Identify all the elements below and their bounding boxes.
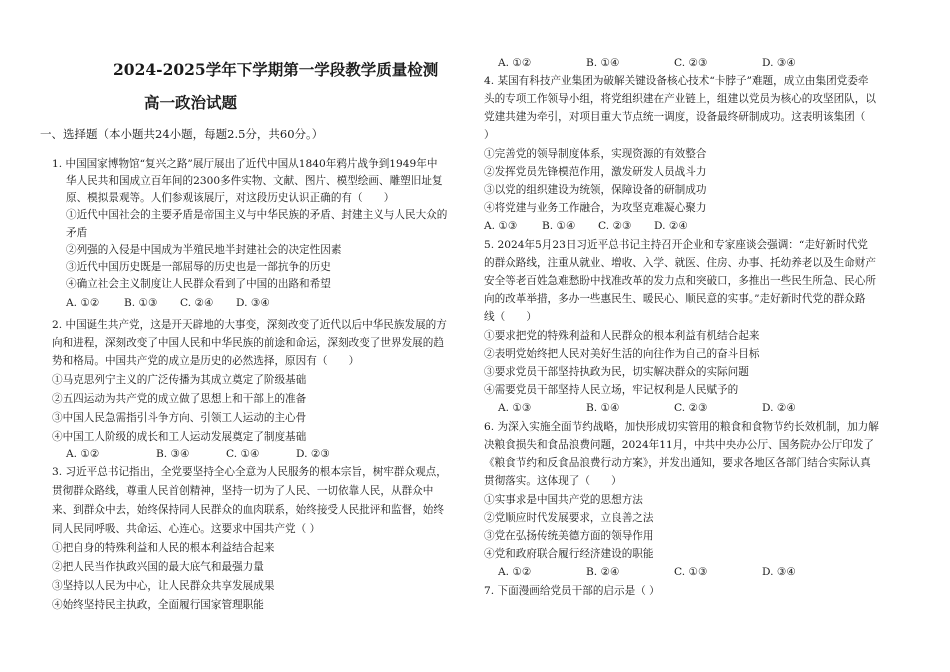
section-heading: 一、选择题（本小题共24小题，每题2.5分，共60分。） [40,127,324,141]
option-c[interactable]: C. ①④ [226,448,260,460]
option-a[interactable]: A. ①③ [484,220,518,232]
q4-line: 党建共建为牵引，对项目重大节点统一调度，设备最终研制成功。这表明该集团（ [484,111,866,123]
q1-line: 矛盾 [66,227,88,239]
q1-line: 原、模拟景观等。人们参观该展厅，对这段历史认识正确的有（ ） [66,192,395,204]
option-c[interactable]: C. ②③ [674,402,708,414]
q1-line: ①近代中国社会的主要矛盾是帝国主义与中华民族的矛盾、封建主义与人民大众的 [66,209,448,221]
q1-line: ④确立社会主义制度让人民群众看到了中国的出路和希望 [66,278,331,290]
q5-line: 5. 2024年5月23日习近平总书记主持召开企业和专家座谈会强调：“走好新时代党 [484,239,868,251]
option-d[interactable]: D. ②④ [762,402,796,414]
exam-subtitle: 高一政治试题 [144,93,238,112]
option-b[interactable]: B. ③④ [156,448,190,460]
option-d[interactable]: D. ②④ [654,220,688,232]
q6-line: 决粮食损失和食品浪费问题，2024年11月，中共中央办公厅、国务院办公厅印发了 [484,439,875,451]
exam-title: 2024-2025学年下学期第一学段教学质量检测 [113,60,439,79]
q4-line: 4. 某国有科技产业集团为破解关键设备核心技术“卡脖子”难题，成立由集团党委牵 [484,75,869,87]
q5-line: 安全等老百姓急难愁盼中找准改革的发力点和突破口，多推出一些民生所急、民心所 [484,275,876,287]
option-b[interactable]: B. ①④ [586,402,620,414]
option-a[interactable]: A. ①② [66,297,100,309]
q3-line: ①把自身的特殊利益和人民的根本利益结合起来 [52,542,275,554]
q6-line: ④党和政府联合履行经济建设的职能 [484,548,654,560]
q4-options [484,219,688,233]
option-c[interactable]: C. ①③ [674,566,708,578]
q4-line: ①完善党的领导制度体系，实现资源的有效整合 [484,148,707,160]
option-b[interactable]: B. ①③ [124,297,158,309]
q4-line: ③以党的组织建设为统领，保障设备的研制成功 [484,184,707,196]
q5-line: 的群众路线，注重从就业、增收、入学、就医、住房、办事、托幼养老以及生命财产 [484,257,876,269]
option-b[interactable]: B. ①④ [542,220,576,232]
q6-line: 《粮食节约和反食品浪费行动方案》，并发出通知，要求各地区各部门结合实际认真 [484,457,871,469]
q5-line: ①要求把党的特殊利益和人民群众的根本利益有机结合起来 [484,330,760,342]
q6-line: ③党在弘扬传统美德方面的领导作用 [484,530,654,542]
q1-line: 1. 中国国家博物馆“复兴之路”展厅展出了近代中国从1840年鸦片战争到1949年中 [52,158,438,170]
q3-options [498,56,796,70]
q6-line: ②党顺应时代发展要求，立良善之法 [484,512,654,524]
q2-line: 2. 中国诞生共产党，这是开天辟地的大事变，深刻改变了近代以后中华民族发展的方 [52,319,447,331]
option-c[interactable]: C. ②③ [674,57,708,69]
q3-line: 同人民同呼吸、共命运、心连心。这要求中国共产党（ ） [52,523,321,535]
option-a[interactable]: A. ①② [498,57,532,69]
q2-line: 向和进程，深刻改变了中国人民和中华民族的前途和命运，深刻改变了世界发展的趋 [52,337,444,349]
q4-line: ②发挥党员先锋模范作用，激发研发人员战斗力 [484,166,707,178]
option-b[interactable]: B. ②④ [586,566,620,578]
q5-line: ③要求党员干部坚持执政为民，切实解决群众的实际问题 [484,366,749,378]
q2-line: ④中国工人阶级的成长和工人运动发展奠定了制度基础 [52,431,307,443]
q5-line: ④需要党员干部坚持人民立场，牢记权利是人民赋予的 [484,384,739,396]
option-d[interactable]: D. ②③ [296,448,330,460]
q5-options [498,401,796,415]
option-d[interactable]: D. ③④ [236,297,270,309]
q3-line: 来、到群众中去，始终保持同人民群众的血肉联系，始终接受人民批评和监督，始终 [52,504,444,516]
q3-line: ④始终坚持民主执政，全面履行国家管理职能 [52,599,264,611]
q7-line: 7. 下面漫画给党员干部的启示是（ ） [484,585,660,597]
q2-line: ①马克思列宁主义的广泛传播为其成立奠定了阶级基础 [52,374,307,386]
q3-line: 3. 习近平总书记指出，全党要坚持全心全意为人民服务的根本宗旨，树牢群众观点， [52,466,447,478]
q6-options [498,565,796,579]
q1-q2-options [66,447,330,461]
q5-line: 向的改革举措，多办一些惠民生、暖民心、顺民意的实事。”走好新时代党的群众路 [484,293,866,305]
q4-line: ④将党建与业务工作融合，为攻坚克难凝心聚力 [484,202,707,214]
q2-line: 势和格局。中国共产党的成立是历史的必然选择，原因有（ ） [52,355,360,367]
option-b[interactable]: B. ①④ [586,57,620,69]
q4-line: ） [484,129,495,141]
q5-line: ②表明党始终把人民对美好生活的向往作为自己的奋斗目标 [484,348,760,360]
option-a[interactable]: A. ①② [498,566,532,578]
q1-line: ③近代中国历史既是一部屈辱的历史也是一部抗争的历史 [66,261,331,273]
q5-line: 线（ ） [484,311,537,323]
option-d[interactable]: D. ③④ [762,566,796,578]
q1-line: ②列强的入侵是中国成为半殖民地半封建社会的决定性因素 [66,244,342,256]
option-c[interactable]: C. ②④ [180,297,214,309]
option-c[interactable]: C. ②③ [598,220,632,232]
q1-line: 华人民共和国成立百年间的2300多件实物、文献、图片、模型绘画、雕塑旧址复 [66,175,443,187]
option-a[interactable]: A. ①③ [498,402,532,414]
q2-line: ③中国人民急需指引斗争方向、引领工人运动的主心骨 [52,412,307,424]
q6-line: ①实事求是中国共产党的思想方法 [484,494,643,506]
q3-line: 贯彻群众路线，尊重人民首创精神，坚持一切为了人民、一切依靠人民，从群众中 [52,485,434,497]
option-a[interactable]: A. ①② [66,448,100,460]
q3-line: ③坚持以人民为中心，让人民群众共享发展成果 [52,580,275,592]
q4-line: 头的专项工作领导小组，将党组织建在产业链上，组建以党员为核心的攻坚团队，以 [484,93,876,105]
option-d[interactable]: D. ③④ [762,57,796,69]
q1-options [66,296,270,310]
q6-line: 贯彻落实。这体现了（ ） [484,475,622,487]
q2-line: ②五四运动为共产党的成立做了思想上和干部上的准备 [52,393,307,405]
q3-line: ②把人民当作执政兴国的最大底气和最强力量 [52,561,264,573]
q6-line: 6. 为深入实施全面节约战略，加快形成切实管用的粮食和食物节约长效机制，加力解 [484,421,879,433]
